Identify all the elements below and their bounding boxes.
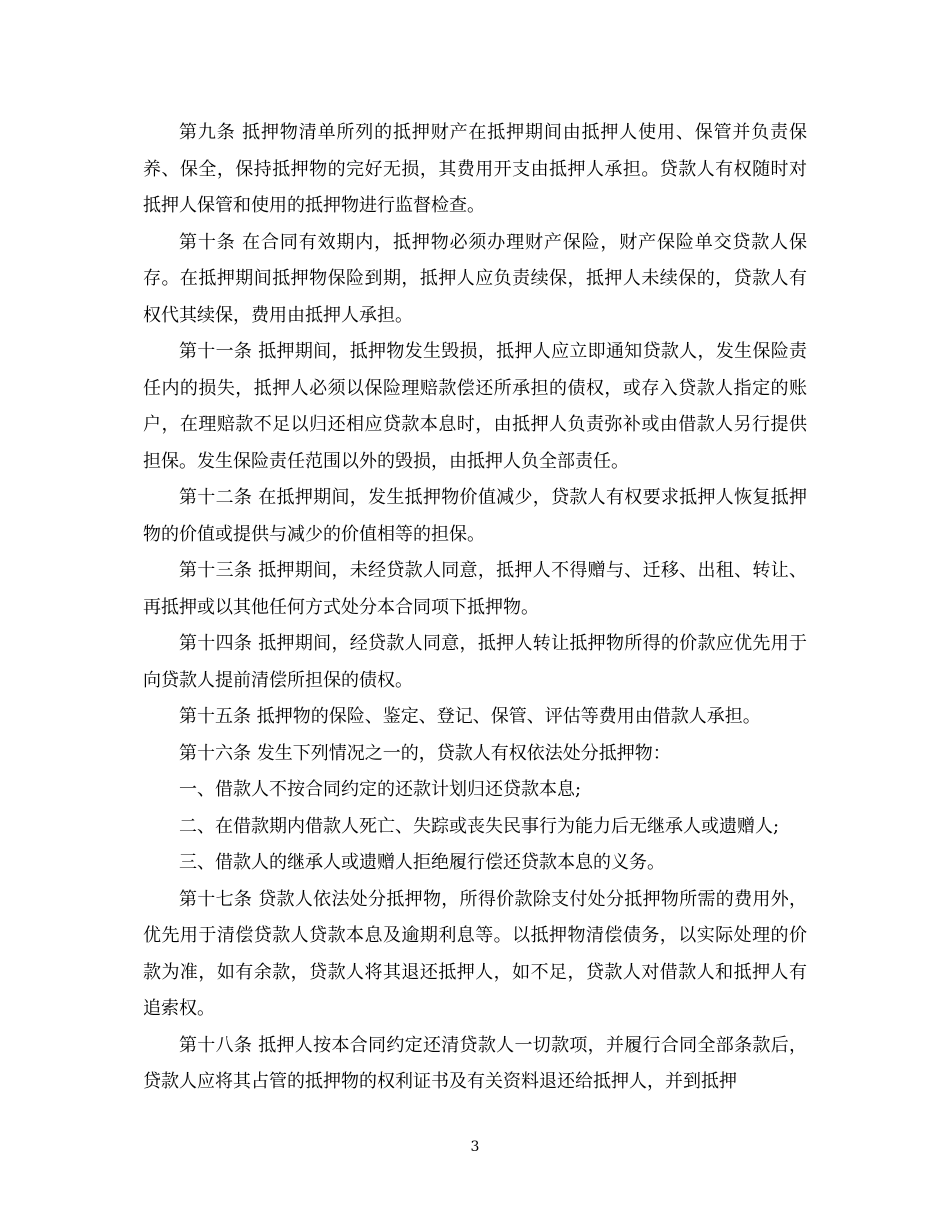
article-16-item-2: 二、在借款期内借款人死亡、失踪或丧失民事行为能力后无继承人或遗赠人; bbox=[179, 815, 780, 837]
document-body bbox=[143, 115, 807, 1101]
article-16-paragraph: 第十六条 发生下列情况之一的，贷款人有权依法处分抵押物： bbox=[179, 742, 671, 764]
article-11-paragraph: 第十一条 抵押期间，抵押物发生毁损，抵押人应立即通知贷款人，发生保险责任内的损失，抵押人必须以保险理赔款偿还所承担的债权，或存入贷款人指定的账户，在理赔款不足以归还相应贷款本息时，由抵押人负责弥补或由借款人另行提供担保。发生保险责任范围以外的毁损，由抵押人负全部责任。 bbox=[143, 341, 807, 472]
article-16-item-3: 三、借款人的继承人或遗赠人拒绝履行偿还贷款本息的义务。 bbox=[179, 852, 665, 873]
article-13-paragraph: 第十三条 抵押期间，未经贷款人同意，抵押人不得赠与、迁移、出租、转让、再抵押或以其他任何方式处分本合同项下抵押物。 bbox=[143, 560, 807, 618]
article-15-paragraph: 第十五条 抵押物的保险、鉴定、登记、保管、评估等费用由借款人承担。 bbox=[179, 706, 761, 727]
article-18-paragraph: 第十八条 抵押人按本合同约定还清贷款人一切款项，并履行合同全部条款后，贷款人应将其占管的抵押物的权利证书及有关资料退还给抵押人，并到抵押 bbox=[143, 1034, 807, 1092]
article-12-paragraph: 第十二条 在抵押期间，发生抵押物价值减少，贷款人有权要求抵押人恢复抵押物的价值或提供与减少的价值相等的担保。 bbox=[143, 487, 807, 545]
article-9-paragraph: 第九条 抵押物清单所列的抵押财产在抵押期间由抵押人使用、保管并负责保养、保全，保持抵押物的完好无损，其费用开支由抵押人承担。贷款人有权随时对抵押人保管和使用的抵押物进行监督检查。 bbox=[143, 122, 807, 216]
article-17-paragraph: 第十七条 贷款人依法处分抵押物，所得价款除支付处分抵押物所需的费用外，优先用于清偿贷款人贷款本息及逾期利息等。以抵押物清偿债务，以实际处理的价款为准，如有余款，贷款人将其退还抵押人，如不足，贷款人对借款人和抵押人有追索权。 bbox=[143, 888, 807, 1019]
page-number: 3 bbox=[470, 1139, 480, 1155]
article-14-paragraph: 第十四条 抵押期间，经贷款人同意，抵押人转让抵押物所得的价款应优先用于向贷款人提前清偿所担保的债权。 bbox=[143, 633, 807, 691]
article-16-item-1: 一、借款人不按合同约定的还款计划归还贷款本息; bbox=[179, 779, 582, 800]
article-10-paragraph: 第十条 在合同有效期内，抵押物必须办理财产保险，财产保险单交贷款人保存。在抵押期间抵押物保险到期，抵押人应负责续保，抵押人未续保的，贷款人有权代其续保，费用由抵押人承担。 bbox=[143, 231, 807, 326]
